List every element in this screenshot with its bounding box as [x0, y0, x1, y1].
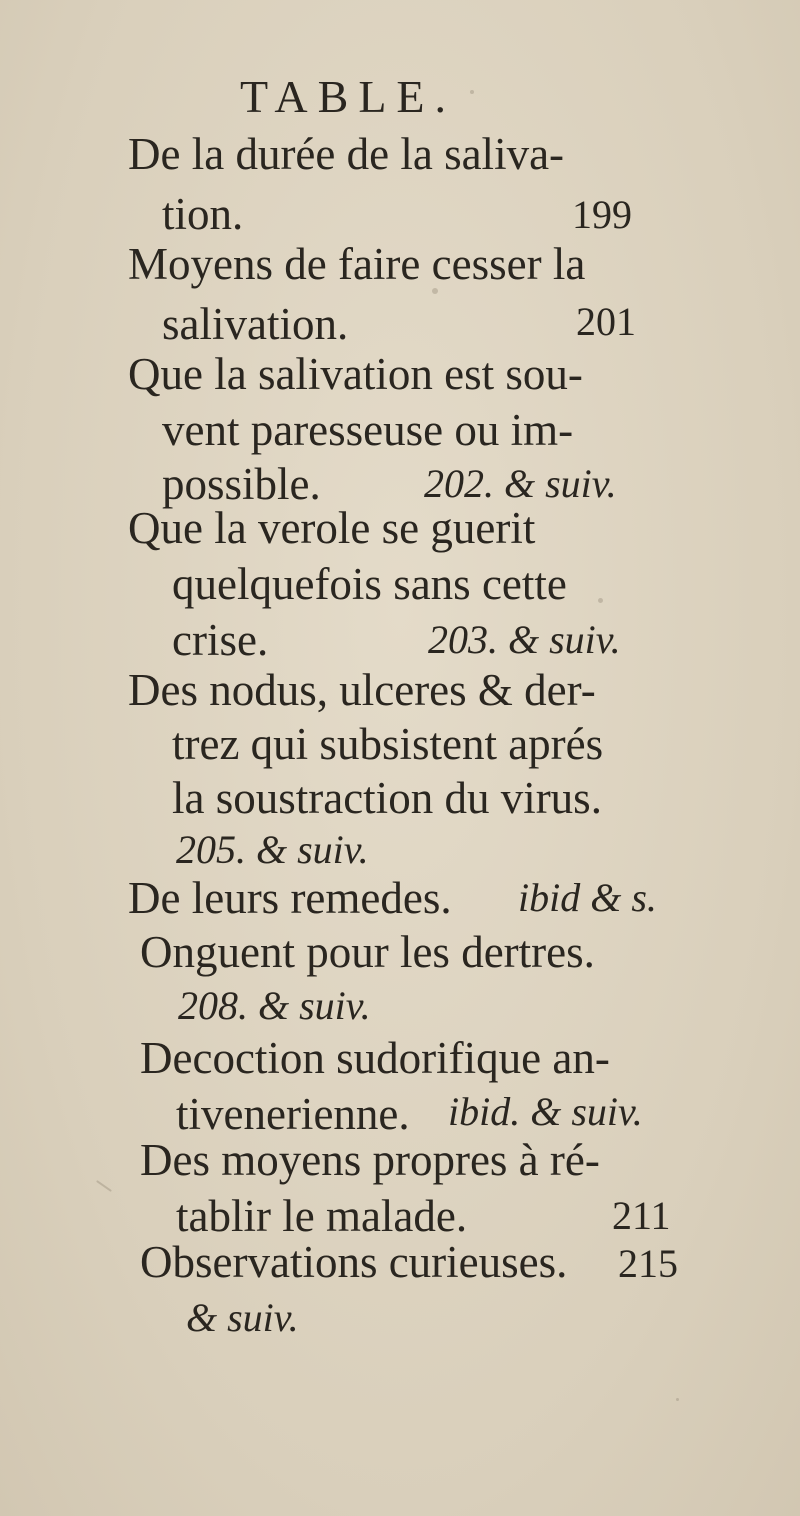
toc-page-number: 205. & suiv. — [176, 827, 369, 872]
paper-speck — [676, 1398, 679, 1401]
toc-entry-line: trez qui subsistent aprés — [172, 719, 604, 769]
toc-page-number: 215 — [618, 1241, 678, 1286]
page-header-title: TABLE. — [240, 71, 457, 122]
paper-speck — [470, 90, 474, 94]
toc-entry-line: Decoction sudorifique an- — [140, 1033, 610, 1083]
paper-speck — [598, 598, 603, 603]
toc-entry-line: Des moyens propres à ré- — [140, 1135, 600, 1185]
toc-entry-line: Des nodus, ulceres & der- — [128, 665, 596, 715]
paper-speck — [96, 1180, 112, 1192]
toc-page-number: 211 — [612, 1193, 671, 1238]
toc-page-number: 203. & suiv. — [428, 617, 621, 662]
toc-entry-line: tion. — [162, 189, 244, 239]
toc-entry-line: Que la verole se guerit — [128, 503, 536, 553]
toc-entry-line: Onguent pour les dertres. — [140, 927, 595, 977]
toc-entry-line: tablir le malade. — [176, 1191, 468, 1241]
toc-entry-line: De la durée de la saliva- — [128, 129, 565, 179]
toc-entry-line: Moyens de faire cesser la — [128, 239, 586, 289]
toc-page-number: 199 — [572, 192, 632, 237]
toc-entry-line: quelquefois sans cette — [172, 559, 567, 609]
toc-entry-line: crise. — [172, 615, 269, 665]
toc-entry-line: la soustraction du virus. — [172, 773, 602, 823]
toc-entry-line: tivenerienne. — [176, 1089, 410, 1139]
toc-page-number: 208. & suiv. — [178, 983, 371, 1028]
toc-entry-line: salivation. — [162, 299, 349, 349]
toc-entry-line: Observations curieuses. — [140, 1237, 568, 1287]
toc-page-number: & suiv. — [186, 1295, 299, 1340]
toc-entry-line: vent paresseuse ou im- — [162, 405, 574, 455]
toc-entry-line: possible. — [162, 459, 321, 509]
toc-page-number: 201 — [576, 299, 636, 344]
toc-entry-line: De leurs remedes. — [128, 873, 452, 923]
toc-page-number: 202. & suiv. — [424, 461, 617, 506]
toc-page-number: ibid. & suiv. — [448, 1089, 643, 1134]
toc-page-number: ibid & s. — [518, 875, 657, 920]
toc-entry-line: Que la salivation est sou- — [128, 349, 583, 399]
